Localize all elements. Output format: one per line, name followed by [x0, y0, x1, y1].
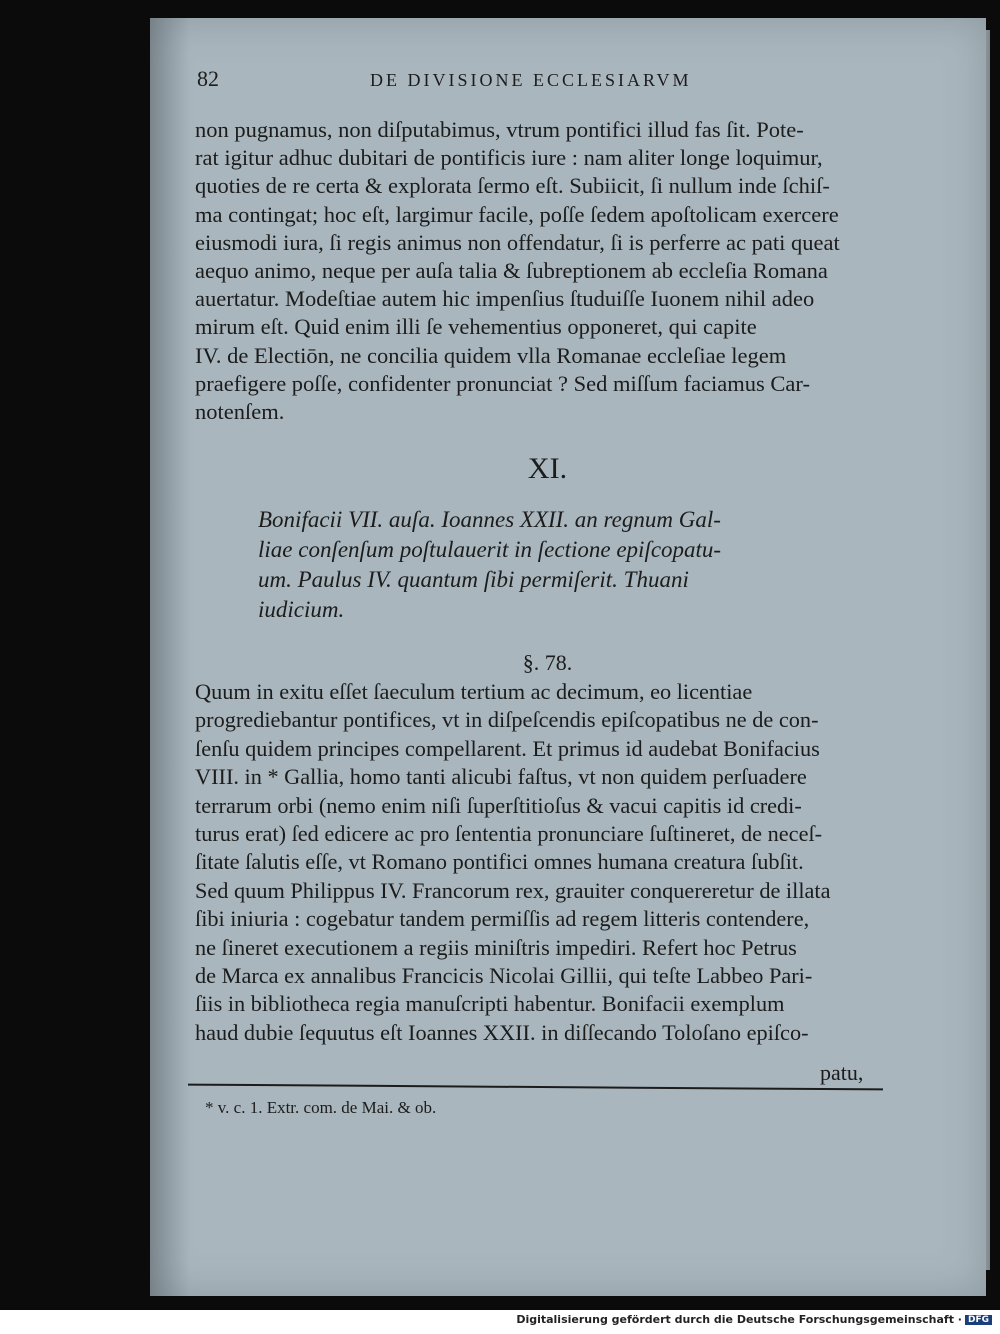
- text-line: terrarum orbi (nemo enim niſi ſuperſtitioſus & vacui capitis id credi-: [195, 792, 802, 818]
- page-header: [195, 66, 900, 96]
- text-line: VIII. in * Gallia, homo tanti alicubi faſtus, vt non quidem perſuadere: [195, 764, 807, 790]
- text-line: mirum eſt. Quid enim illi ſe vehementius opponeret, qui capite: [195, 314, 757, 340]
- summary-line: iudicium.: [258, 597, 345, 622]
- text-line: aequo animo, neque per auſa talia & ſubreptionem ab eccleſia Romana: [195, 258, 828, 284]
- paragraph-mark: §. 78.: [522, 650, 573, 675]
- text-line: haud dubie ſequutus eſt Ioannes XXII. in diſſecando Toloſano epiſco-: [195, 1019, 809, 1045]
- text-line: eiusmodi iura, ſi regis animus non offendatur, ſi is perferre ac pati queat: [195, 229, 840, 255]
- running-head: DE DIVISIONE ECCLESIARVM: [370, 70, 692, 90]
- credit-text: Digitalisierung gefördert durch die Deutsche Forschungsgemeinschaft ·: [516, 1313, 962, 1326]
- text-line: Sed quum Philippus IV. Francorum rex, grauiter conquereretur de illata: [195, 877, 831, 903]
- footnote: * v. c. 1. Extr. com. de Mai. & ob.: [205, 1098, 437, 1117]
- text-line: IV. de Electiōn, ne concilia quidem vlla Romanae eccleſiae legem: [195, 342, 787, 368]
- text-line: rat igitur adhuc dubitari de pontificis iure : nam aliter longe loquimur,: [195, 145, 823, 171]
- summary-line: liae conſenſum poſtulauerit in ſectione epiſcopatu-: [258, 537, 722, 562]
- catchword: patu,: [820, 1060, 864, 1085]
- page-number: 82: [197, 66, 219, 91]
- text-line: turus erat) ſed edicere ac pro ſententia pronunciare ſuſtineret, de neceſ-: [195, 821, 823, 847]
- text-line: ma contingat; hoc eſt, largimur facile, poſſe ſedem apoſtolicam exercere: [195, 201, 839, 227]
- text-line: ſenſu quidem principes compellarent. Et primus id audebat Bonifacius: [195, 735, 820, 761]
- summary-line: um. Paulus IV. quantum ſibi permiſerit. Thuani: [258, 567, 689, 592]
- section-summary: [258, 505, 900, 625]
- digitization-credit: [516, 1313, 992, 1326]
- text-line: ne ſineret executionem a regiis miniſtris impediri. Refert hoc Petrus: [195, 934, 797, 960]
- section-number: XI.: [527, 452, 568, 485]
- summary-line: Bonifacii VII. auſa. Ioannes XXII. an regnum Gal-: [258, 507, 721, 532]
- paragraph-1: [195, 116, 900, 426]
- text-line: ſibi iniuria : cogebatur tandem permiſſis ad regem litteris contendere,: [195, 906, 810, 932]
- text-line: ſitate ſalutis eſſe, vt Romano pontifici omnes humana creatura ſubſit.: [195, 849, 804, 875]
- dfg-logo: DFG: [965, 1315, 992, 1325]
- text-line: ſiis in bibliotheca regia manuſcripti habentur. Bonifacii exemplum: [195, 991, 785, 1017]
- text-line: progrediebantur pontifices, vt in diſpeſcendis epiſcopatibus ne de con-: [195, 707, 819, 733]
- text-line: auertatur. Modeſtiae autem hic impenſius ſtuduiſſe Iuonem nihil adeo: [195, 286, 815, 312]
- text-line: Quum in exitu eſſet ſaeculum tertium ac decimum, eo licentiae: [195, 679, 753, 704]
- text-line: de Marca ex annalibus Francicis Nicolai Gillii, qui teſte Labbeo Pari-: [195, 963, 813, 989]
- text-line: praefigere poſſe, confidenter pronunciat ? Sed miſſum faciamus Car-: [195, 370, 810, 396]
- text-line: quoties de re certa & explorata ſermo eſt. Subiicit, ſi nullum inde ſchiſ-: [195, 173, 830, 199]
- paragraph-2: [195, 678, 900, 1047]
- text-line: notenſem.: [195, 399, 285, 425]
- text-line: non pugnamus, non diſputabimus, vtrum pontifici illud fas ſit. Pote-: [195, 117, 804, 142]
- gutter-shadow: [150, 18, 190, 1296]
